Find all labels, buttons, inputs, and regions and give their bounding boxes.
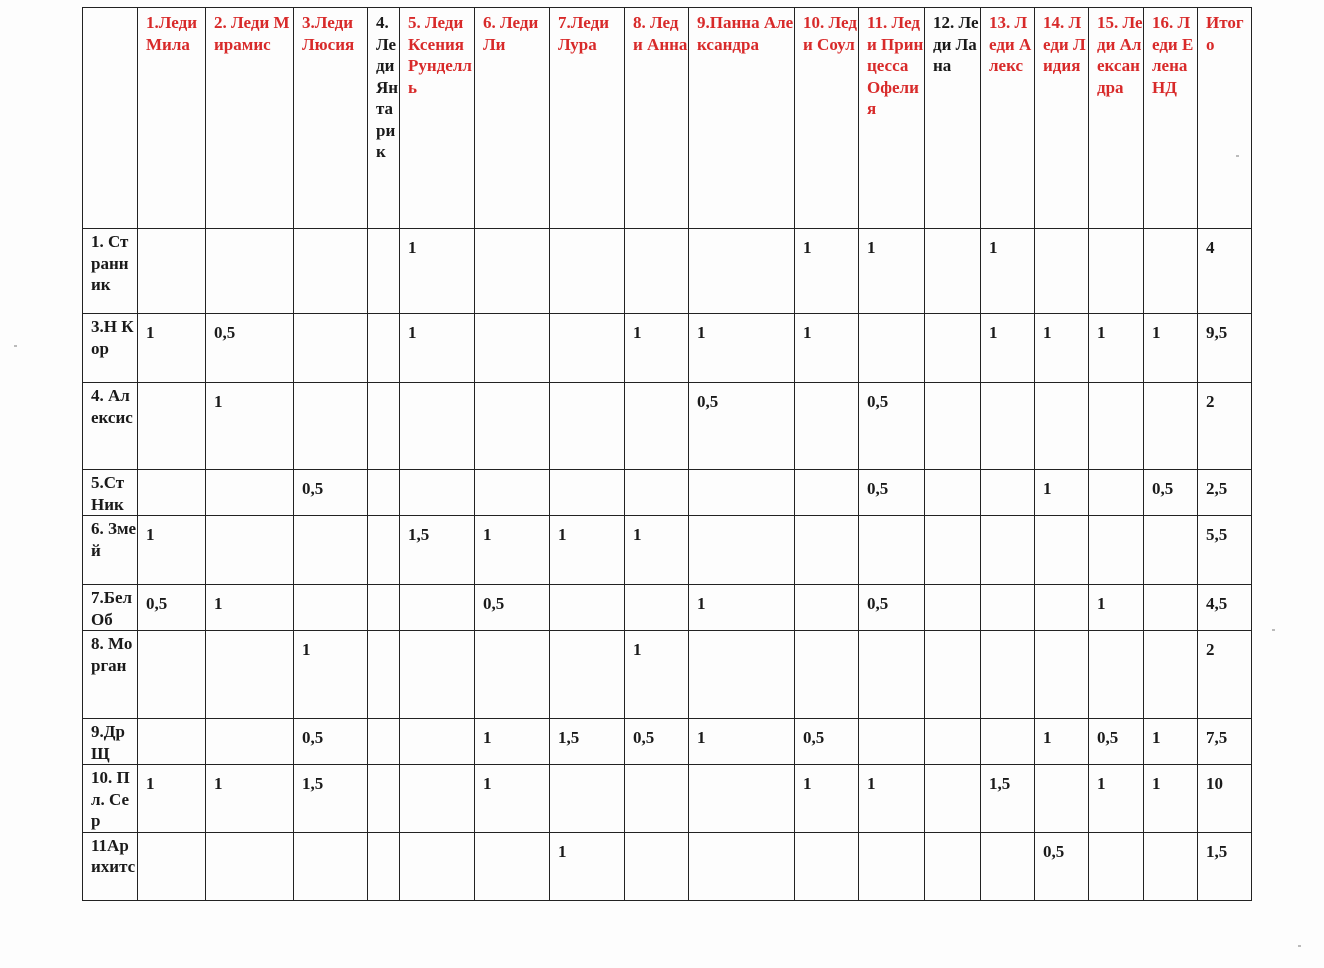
score-cell [1089, 229, 1144, 314]
score-cell: 1 [859, 229, 925, 314]
row-label: 1. Странник [83, 229, 138, 314]
score-cell [981, 585, 1035, 631]
score-cell [859, 314, 925, 383]
score-cell [859, 832, 925, 900]
score-cell [294, 832, 368, 900]
table-row [83, 314, 1252, 383]
table-row [83, 516, 1252, 585]
score-cell [550, 229, 625, 314]
header-cell: 16. Леди Елена НД [1144, 8, 1198, 229]
score-cell [925, 383, 981, 470]
score-cell [1089, 516, 1144, 585]
score-cell [368, 383, 400, 470]
table-row [83, 585, 1252, 631]
score-cell [550, 383, 625, 470]
score-cell [925, 585, 981, 631]
score-cell [925, 719, 981, 765]
header-row [83, 8, 1252, 229]
score-cell [1035, 383, 1089, 470]
score-cell [1144, 516, 1198, 585]
row-label: 7.БелОб [83, 585, 138, 631]
row-label: 5.Ст Ник [83, 470, 138, 516]
score-cell [138, 832, 206, 900]
table-row [83, 765, 1252, 833]
score-cell [1089, 383, 1144, 470]
score-cell [625, 470, 689, 516]
row-label: 11Арихитс [83, 832, 138, 900]
header-cell: 3.Леди Люсия [294, 8, 368, 229]
score-cell [925, 470, 981, 516]
score-cell: 1 [981, 314, 1035, 383]
score-cell [400, 383, 475, 470]
score-cell: 0,5 [1144, 470, 1198, 516]
score-cell [550, 314, 625, 383]
score-cell [981, 631, 1035, 719]
corner-cell [83, 8, 138, 229]
score-cell [1089, 832, 1144, 900]
score-cell: 1 [475, 719, 550, 765]
score-cell [925, 765, 981, 833]
score-cell [1035, 516, 1089, 585]
scores-table [82, 7, 1252, 901]
score-cell: 1 [206, 383, 294, 470]
score-cell [1035, 229, 1089, 314]
score-cell: 0,5 [138, 585, 206, 631]
score-cell [689, 516, 795, 585]
score-cell: 1 [689, 314, 795, 383]
score-cell: 1 [795, 765, 859, 833]
score-cell [795, 516, 859, 585]
score-cell: 1 [795, 314, 859, 383]
total-cell: 10 [1198, 765, 1252, 833]
score-cell [294, 383, 368, 470]
score-cell: 0,5 [795, 719, 859, 765]
score-cell [550, 631, 625, 719]
score-cell [294, 229, 368, 314]
score-cell: 1 [1144, 314, 1198, 383]
score-cell [400, 470, 475, 516]
header-cell: 7.Леди Лура [550, 8, 625, 229]
score-cell: 1 [475, 516, 550, 585]
score-cell [400, 765, 475, 833]
score-cell [294, 314, 368, 383]
table-row [83, 470, 1252, 516]
score-cell [1144, 832, 1198, 900]
score-cell: 1,5 [550, 719, 625, 765]
score-cell [689, 229, 795, 314]
row-label: 8. Морган [83, 631, 138, 719]
score-cell: 1 [1035, 719, 1089, 765]
table-row [83, 832, 1252, 900]
score-cell: 0,5 [689, 383, 795, 470]
score-cell [625, 765, 689, 833]
score-cell: 0,5 [859, 383, 925, 470]
score-cell [475, 832, 550, 900]
score-cell [400, 832, 475, 900]
score-cell [138, 719, 206, 765]
score-cell [625, 585, 689, 631]
score-cell [294, 585, 368, 631]
score-cell: 1,5 [294, 765, 368, 833]
score-cell: 1 [138, 516, 206, 585]
score-cell: 0,5 [475, 585, 550, 631]
score-cell: 1 [206, 585, 294, 631]
row-label: 10. Пл. Сер [83, 765, 138, 833]
scan-speck [1298, 945, 1301, 947]
scan-speck [1272, 629, 1275, 631]
header-cell: 4. Леди Янтарик [368, 8, 400, 229]
score-cell: 1 [689, 585, 795, 631]
score-cell [138, 631, 206, 719]
score-cell: 1 [206, 765, 294, 833]
header-cell: 6. Леди Ли [475, 8, 550, 229]
score-cell [625, 229, 689, 314]
header-cell: 10. Леди Соул [795, 8, 859, 229]
score-cell [206, 229, 294, 314]
score-cell [550, 470, 625, 516]
score-cell: 1 [550, 516, 625, 585]
score-cell: 1 [138, 765, 206, 833]
score-cell: 1 [138, 314, 206, 383]
header-cell: 1.Леди Мила [138, 8, 206, 229]
score-cell [795, 383, 859, 470]
score-cell [206, 470, 294, 516]
score-cell: 0,5 [1089, 719, 1144, 765]
header-cell: 14. Леди Лидия [1035, 8, 1089, 229]
score-cell [795, 470, 859, 516]
total-cell: 4,5 [1198, 585, 1252, 631]
score-cell [795, 832, 859, 900]
score-cell: 1 [689, 719, 795, 765]
score-cell [368, 719, 400, 765]
score-cell [475, 229, 550, 314]
score-cell [859, 516, 925, 585]
score-cell [368, 516, 400, 585]
score-cell: 1 [1144, 765, 1198, 833]
score-cell: 1 [981, 229, 1035, 314]
score-cell: 1 [1035, 470, 1089, 516]
score-cell [795, 631, 859, 719]
score-cell [689, 765, 795, 833]
score-cell [625, 383, 689, 470]
header-cell: 9.Панна Александра [689, 8, 795, 229]
score-cell: 0,5 [859, 470, 925, 516]
score-cell [1035, 631, 1089, 719]
header-cell: 8. Леди Анна [625, 8, 689, 229]
score-cell [138, 229, 206, 314]
total-cell: 7,5 [1198, 719, 1252, 765]
total-cell: 2 [1198, 631, 1252, 719]
score-cell: 1 [625, 314, 689, 383]
score-cell [475, 631, 550, 719]
score-cell: 1,5 [400, 516, 475, 585]
header-cell: 5. Леди Ксения Рунделль [400, 8, 475, 229]
score-cell [981, 516, 1035, 585]
header-cell: 11. Леди Принцесса Офелия [859, 8, 925, 229]
score-cell [981, 383, 1035, 470]
score-cell [925, 832, 981, 900]
score-cell [1035, 585, 1089, 631]
score-cell: 1 [1035, 314, 1089, 383]
score-cell [689, 470, 795, 516]
total-cell: 4 [1198, 229, 1252, 314]
score-cell: 0,5 [294, 470, 368, 516]
score-cell [206, 719, 294, 765]
score-cell [689, 832, 795, 900]
score-cell [925, 631, 981, 719]
score-cell [1089, 631, 1144, 719]
score-cell: 0,5 [206, 314, 294, 383]
table-row [83, 719, 1252, 765]
total-cell: 2,5 [1198, 470, 1252, 516]
total-cell: 2 [1198, 383, 1252, 470]
score-cell: 0,5 [859, 585, 925, 631]
score-cell [625, 832, 689, 900]
score-cell [689, 631, 795, 719]
header-cell: 12. Леди Лана [925, 8, 981, 229]
score-cell [206, 516, 294, 585]
score-cell [981, 832, 1035, 900]
score-cell [400, 631, 475, 719]
score-cell [925, 516, 981, 585]
score-cell [1144, 585, 1198, 631]
score-cell [368, 585, 400, 631]
score-cell [1144, 383, 1198, 470]
score-cell [550, 585, 625, 631]
score-cell [1089, 470, 1144, 516]
score-cell [138, 383, 206, 470]
score-cell: 0,5 [1035, 832, 1089, 900]
score-cell [1035, 765, 1089, 833]
score-cell [368, 314, 400, 383]
score-cell [475, 470, 550, 516]
score-cell [206, 832, 294, 900]
score-cell [475, 314, 550, 383]
table-row [83, 383, 1252, 470]
scan-speck [1236, 155, 1239, 157]
score-cell: 1,5 [981, 765, 1035, 833]
score-cell [368, 631, 400, 719]
score-cell [475, 383, 550, 470]
total-cell: 9,5 [1198, 314, 1252, 383]
table-row [83, 229, 1252, 314]
score-cell [368, 765, 400, 833]
row-label: 3.Н Кор [83, 314, 138, 383]
total-cell: 5,5 [1198, 516, 1252, 585]
score-cell: 1 [625, 631, 689, 719]
score-cell [795, 585, 859, 631]
row-label: 4. Алексис [83, 383, 138, 470]
score-cell: 1 [550, 832, 625, 900]
scan-speck [14, 345, 17, 347]
score-cell [368, 229, 400, 314]
score-cell [859, 631, 925, 719]
row-label: 9.ДрЩ [83, 719, 138, 765]
score-cell [294, 516, 368, 585]
score-cell [400, 719, 475, 765]
score-cell: 1 [1089, 585, 1144, 631]
score-cell: 1 [475, 765, 550, 833]
score-cell [550, 765, 625, 833]
score-cell [206, 631, 294, 719]
score-cell [400, 585, 475, 631]
row-label: 6. Змей [83, 516, 138, 585]
header-cell: Итого [1198, 8, 1252, 229]
score-cell [368, 470, 400, 516]
score-cell [1144, 229, 1198, 314]
score-cell [368, 832, 400, 900]
table-row [83, 631, 1252, 719]
score-cell: 1 [1089, 765, 1144, 833]
score-cell [925, 314, 981, 383]
score-cell [981, 719, 1035, 765]
score-cell: 1 [400, 314, 475, 383]
score-cell [925, 229, 981, 314]
score-cell: 1 [795, 229, 859, 314]
score-cell: 0,5 [294, 719, 368, 765]
score-cell: 1 [625, 516, 689, 585]
score-cell: 1 [400, 229, 475, 314]
total-cell: 1,5 [1198, 832, 1252, 900]
header-cell: 15. Леди Александра [1089, 8, 1144, 229]
score-cell [859, 719, 925, 765]
score-cell: 1 [294, 631, 368, 719]
score-cell [138, 470, 206, 516]
score-cell: 0,5 [625, 719, 689, 765]
header-cell: 2. Леди Мирамис [206, 8, 294, 229]
header-cell: 13. Леди Алекс [981, 8, 1035, 229]
score-cell [1144, 631, 1198, 719]
score-cell: 1 [1144, 719, 1198, 765]
score-cell: 1 [859, 765, 925, 833]
score-cell: 1 [1089, 314, 1144, 383]
score-cell [981, 470, 1035, 516]
